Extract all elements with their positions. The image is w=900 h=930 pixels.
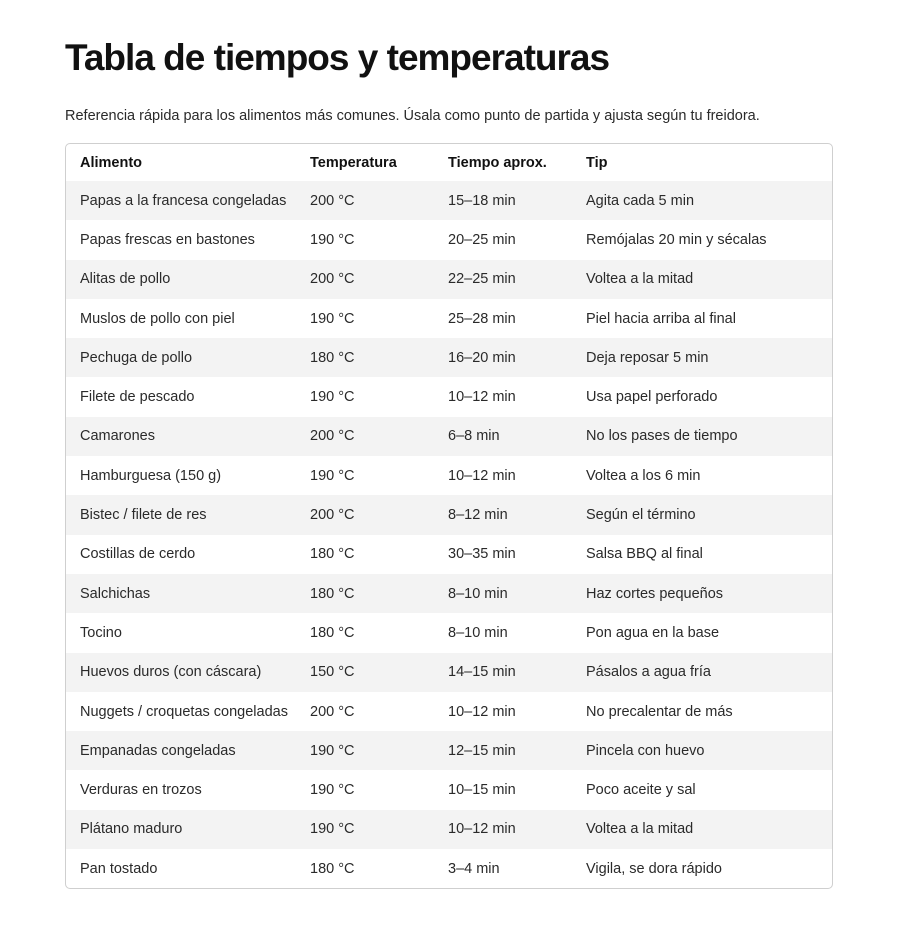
cooking-times-table-container xyxy=(65,143,833,889)
cell-tip: Según el término xyxy=(572,495,832,534)
table-row xyxy=(66,417,832,456)
cell-tip: Pásalos a agua fría xyxy=(572,653,832,692)
cell-temperature: 200 °C xyxy=(296,495,434,534)
cell-tip: Remójalas 20 min y sécalas xyxy=(586,231,767,248)
cell-food: Huevos duros (con cáscara) xyxy=(66,653,296,692)
cell-time: 10–12 min xyxy=(448,389,516,406)
cell-tip: Usa papel perforado xyxy=(586,389,718,406)
cell-food: Empanadas congeladas xyxy=(66,731,296,770)
cell-food: Papas a la francesa congeladas xyxy=(66,181,296,220)
cell-temperature: 180 °C xyxy=(296,574,434,613)
table-row xyxy=(66,731,832,770)
table-row xyxy=(66,260,832,299)
cell-temperature: 180 °C xyxy=(296,338,434,377)
cell-food: Salchichas xyxy=(66,574,296,613)
cell-tip: Voltea a la mitad xyxy=(572,260,832,299)
cell-time: 10–12 min xyxy=(448,703,516,720)
cell-temperature: 200 °C xyxy=(296,181,434,220)
cell-tip: Deja reposar 5 min xyxy=(572,338,832,377)
page-subtitle: Referencia rápida para los alimentos más comunes. Úsala como punto de partida y ajusta según tu freidora. xyxy=(65,108,760,124)
cell-tip: Salsa BBQ al final xyxy=(586,546,703,563)
cell-temperature: 190 °C xyxy=(310,467,355,484)
table-row xyxy=(66,220,832,259)
cell-food: Filete de pescado xyxy=(80,389,195,406)
table-row xyxy=(66,338,832,377)
cell-tip: Voltea a la mitad xyxy=(572,810,832,849)
cell-time: 3–4 min xyxy=(448,860,500,877)
cell-temperature: 180 °C xyxy=(310,624,355,641)
table-header-row xyxy=(66,144,832,181)
page-title: Tabla de tiempos y temperaturas xyxy=(65,37,610,78)
cell-time: 8–12 min xyxy=(434,495,572,534)
cell-time: 10–12 min xyxy=(434,810,572,849)
cell-food: Nuggets / croquetas congeladas xyxy=(80,703,288,720)
cell-temperature: 190 °C xyxy=(296,731,434,770)
cell-food: Camarones xyxy=(66,417,296,456)
cell-tip: Pon agua en la base xyxy=(586,624,720,641)
cell-food: Pechuga de pollo xyxy=(66,338,296,377)
cell-temperature: 200 °C xyxy=(310,703,355,720)
cell-temperature: 180 °C xyxy=(310,860,355,877)
table-row xyxy=(66,377,832,416)
cell-temperature: 150 °C xyxy=(296,653,434,692)
cell-time: 15–18 min xyxy=(434,181,572,220)
cell-tip: Agita cada 5 min xyxy=(572,181,832,220)
table-row xyxy=(66,653,832,692)
cell-temperature: 190 °C xyxy=(310,782,355,799)
cell-food: Bistec / filete de res xyxy=(66,495,296,534)
cell-tip: Piel hacia arriba al final xyxy=(586,310,736,327)
cell-food: Costillas de cerdo xyxy=(80,546,196,563)
cell-temperature: 200 °C xyxy=(296,260,434,299)
cell-tip: Poco aceite y sal xyxy=(586,782,696,799)
table-row xyxy=(66,613,832,652)
table-row xyxy=(66,849,832,888)
cell-tip: Voltea a los 6 min xyxy=(586,467,701,484)
cell-food: Pan tostado xyxy=(80,860,158,877)
cell-time: 8–10 min xyxy=(448,624,508,641)
cell-time: 14–15 min xyxy=(434,653,572,692)
cell-time: 25–28 min xyxy=(448,310,516,327)
cell-time: 12–15 min xyxy=(434,731,572,770)
table-row xyxy=(66,456,832,495)
cell-food: Plátano maduro xyxy=(66,810,296,849)
cell-tip: No precalentar de más xyxy=(586,703,733,720)
cell-food: Tocino xyxy=(80,624,122,641)
cell-time: 8–10 min xyxy=(434,574,572,613)
table-body xyxy=(66,181,832,888)
column-header-tip: Tip xyxy=(586,154,608,171)
table-row xyxy=(66,299,832,338)
cell-time: 30–35 min xyxy=(448,546,516,563)
column-header-time: Tiempo aprox. xyxy=(448,154,547,171)
cell-time: 16–20 min xyxy=(434,338,572,377)
table-row xyxy=(66,574,832,613)
cell-time: 10–15 min xyxy=(448,782,516,799)
cell-temperature: 180 °C xyxy=(310,546,355,563)
cell-food: Papas frescas en bastones xyxy=(80,231,255,248)
cell-food: Alitas de pollo xyxy=(66,260,296,299)
cell-time: 10–12 min xyxy=(448,467,516,484)
table-row xyxy=(66,495,832,534)
cooking-times-table xyxy=(66,144,832,888)
cell-temperature: 190 °C xyxy=(296,810,434,849)
cell-time: 20–25 min xyxy=(448,231,516,248)
cell-temperature: 200 °C xyxy=(296,417,434,456)
cell-food: Hamburguesa (150 g) xyxy=(80,467,222,484)
cell-food: Muslos de pollo con piel xyxy=(80,310,235,327)
cell-tip: No los pases de tiempo xyxy=(572,417,832,456)
table-row xyxy=(66,770,832,809)
cell-temperature: 190 °C xyxy=(310,310,355,327)
cell-food: Verduras en trozos xyxy=(80,782,202,799)
cell-temperature: 190 °C xyxy=(310,231,355,248)
cell-tip: Haz cortes pequeños xyxy=(572,574,832,613)
table-row xyxy=(66,810,832,849)
table-row xyxy=(66,535,832,574)
cell-temperature: 190 °C xyxy=(310,389,355,406)
cell-time: 6–8 min xyxy=(434,417,572,456)
table-row xyxy=(66,692,832,731)
column-header-temperature: Temperatura xyxy=(310,154,397,171)
cell-time: 22–25 min xyxy=(434,260,572,299)
cell-tip: Vigila, se dora rápido xyxy=(586,860,722,877)
cell-tip: Pincela con huevo xyxy=(572,731,832,770)
table-row xyxy=(66,181,832,220)
column-header-food: Alimento xyxy=(80,154,143,171)
